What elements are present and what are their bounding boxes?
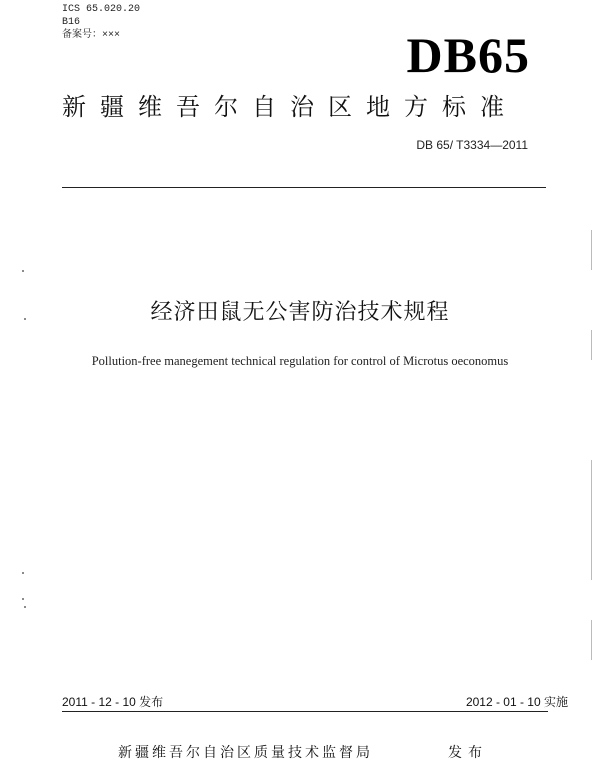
standard-number: DB 65/ T3334—2011: [416, 138, 528, 152]
record-number: 备案号：×××: [62, 30, 121, 41]
issue-date: 2011 - 12 - 10 发布: [62, 695, 164, 709]
scan-speck: [24, 318, 26, 320]
footer-divider: [62, 711, 548, 712]
scan-speck: [22, 270, 24, 272]
standard-type-heading: 新疆维吾尔自治区地方标准: [62, 93, 518, 121]
classification-code: B16: [62, 17, 81, 28]
standard-brand-logo: DB65: [406, 27, 530, 83]
scan-edge-line: [591, 620, 592, 660]
document-title-english: Pollution-free manegement technical regulation for control of Microtus oeconomus: [91, 354, 509, 368]
document-title-chinese: 经济田鼠无公害防治技术规程: [150, 300, 450, 325]
scan-edge-line: [591, 230, 592, 270]
issue-label: 发布: [448, 745, 488, 761]
scan-speck: [24, 606, 26, 608]
scan-edge-line: [591, 330, 592, 360]
scan-speck: [22, 598, 24, 600]
ics-code: ICS 65.020.20: [62, 4, 141, 15]
issuing-authority: 新疆维吾尔自治区质量技术监督局: [118, 745, 373, 761]
implementation-date: 2012 - 01 - 10 实施: [465, 695, 568, 709]
scan-edge-line: [591, 460, 592, 580]
scan-speck: [22, 572, 24, 574]
header-divider: [62, 187, 546, 188]
